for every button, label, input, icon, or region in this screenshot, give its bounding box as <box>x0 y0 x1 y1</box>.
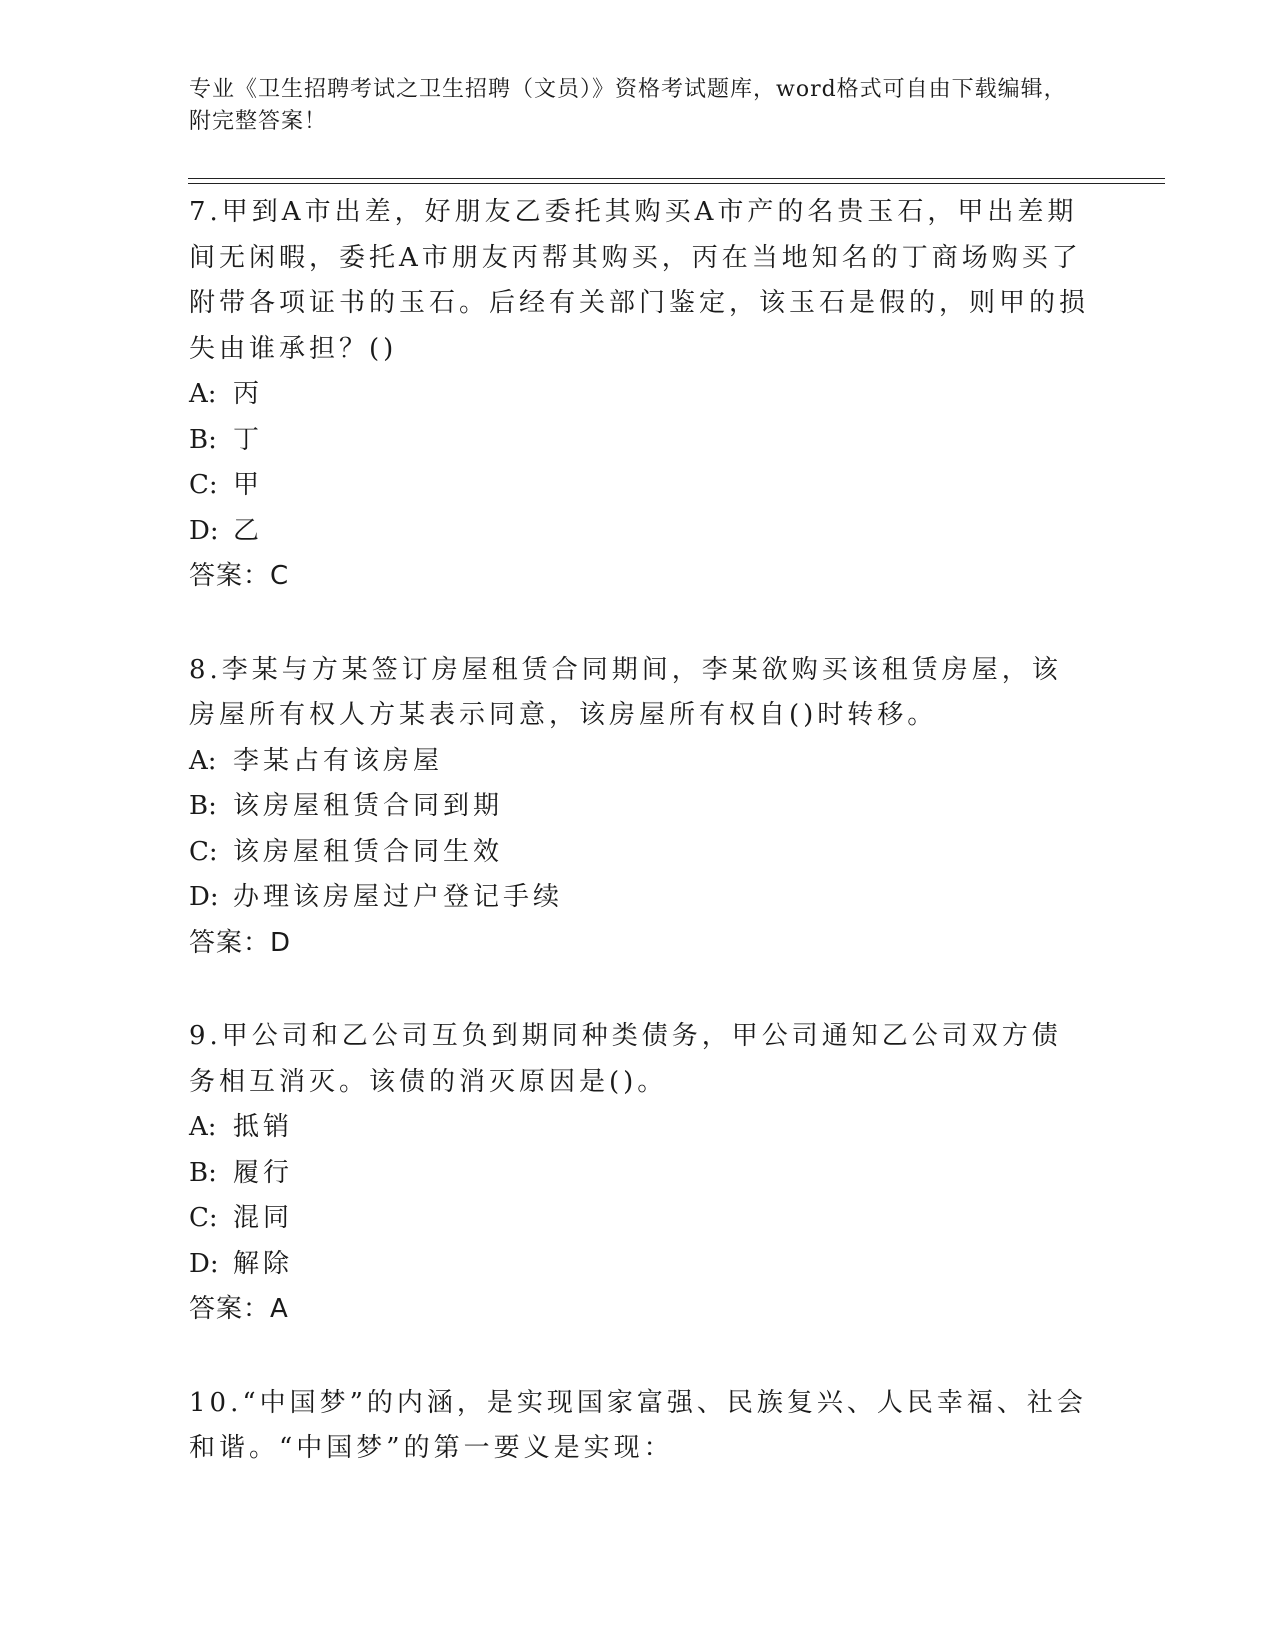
header-divider <box>188 178 1165 184</box>
option-text: 乙 <box>233 515 264 546</box>
option-text: 混同 <box>233 1203 294 1233</box>
option-c <box>189 463 1089 509</box>
option-key: D: <box>189 882 219 912</box>
option-d <box>189 875 1089 921</box>
option-key: B: <box>189 791 217 821</box>
option-b <box>189 1151 1089 1197</box>
option-key: C: <box>189 836 218 867</box>
option-text: 履行 <box>233 1157 294 1188</box>
option-key: A: <box>189 745 217 776</box>
option-key: C: <box>189 1203 218 1233</box>
option-a <box>189 372 1089 418</box>
option-text: 该房屋租赁合同生效 <box>233 836 504 867</box>
page-header: 专业《卫生招聘考试之卫生招聘（文员）》资格考试题库，word格式可自由下载编辑，附完整答案！ <box>189 77 1067 134</box>
option-text: 甲 <box>233 470 264 500</box>
question-stem: 7.甲到A市出差，好朋友乙委托其购买A市产的名贵玉石，甲出差期间无闲暇，委托A市朋友丙帮其购买，丙在当地知名的丁商场购买了附带各项证书的玉石。后经有关部门鉴定，该玉石是假的，则甲的损失由谁承担？() <box>189 197 1090 364</box>
answer-line: 答案：A <box>189 1294 289 1324</box>
option-text: 李某占有该房屋 <box>233 745 444 776</box>
option-key: C: <box>189 470 218 500</box>
option-text: 丁 <box>233 424 264 455</box>
question-8 <box>189 648 1089 967</box>
answer-line: 答案：C <box>189 561 290 591</box>
option-text: 抵销 <box>233 1112 294 1142</box>
question-list <box>189 190 1089 1520</box>
option-c <box>189 830 1089 876</box>
question-stem: 9.甲公司和乙公司互负到期同种类债务，甲公司通知乙公司双方债务相互消灭。该债的消灭原因是()。 <box>189 1021 1062 1097</box>
option-b <box>189 418 1089 464</box>
option-text: 办理该房屋过户登记手续 <box>233 882 564 912</box>
question-10 <box>189 1381 1089 1472</box>
option-key: A: <box>189 379 217 409</box>
question-stem: 8.李某与方某签订房屋租赁合同期间，李某欲购买该租赁房屋，该房屋所有权人方某表示同意，该房屋所有权自()时转移。 <box>189 654 1062 730</box>
option-c <box>189 1196 1089 1242</box>
option-text: 该房屋租赁合同到期 <box>233 791 504 821</box>
question-9 <box>189 1014 1089 1333</box>
option-d <box>189 509 1089 555</box>
option-key: B: <box>189 1157 217 1188</box>
option-d <box>189 1242 1089 1288</box>
question-7 <box>189 190 1089 600</box>
option-key: D: <box>189 515 219 546</box>
option-a <box>189 1105 1089 1151</box>
option-key: A: <box>189 1112 217 1142</box>
option-key: B: <box>189 424 217 455</box>
option-a <box>189 739 1089 785</box>
answer-line: 答案：D <box>189 927 292 958</box>
option-text: 解除 <box>233 1248 294 1279</box>
option-key: D: <box>189 1248 219 1279</box>
option-text: 丙 <box>233 379 264 409</box>
question-stem: 10.“中国梦”的内涵，是实现国家富强、民族复兴、人民幸福、社会和谐。“中国梦”的第一要义是实现： <box>189 1387 1087 1463</box>
option-b <box>189 784 1089 830</box>
